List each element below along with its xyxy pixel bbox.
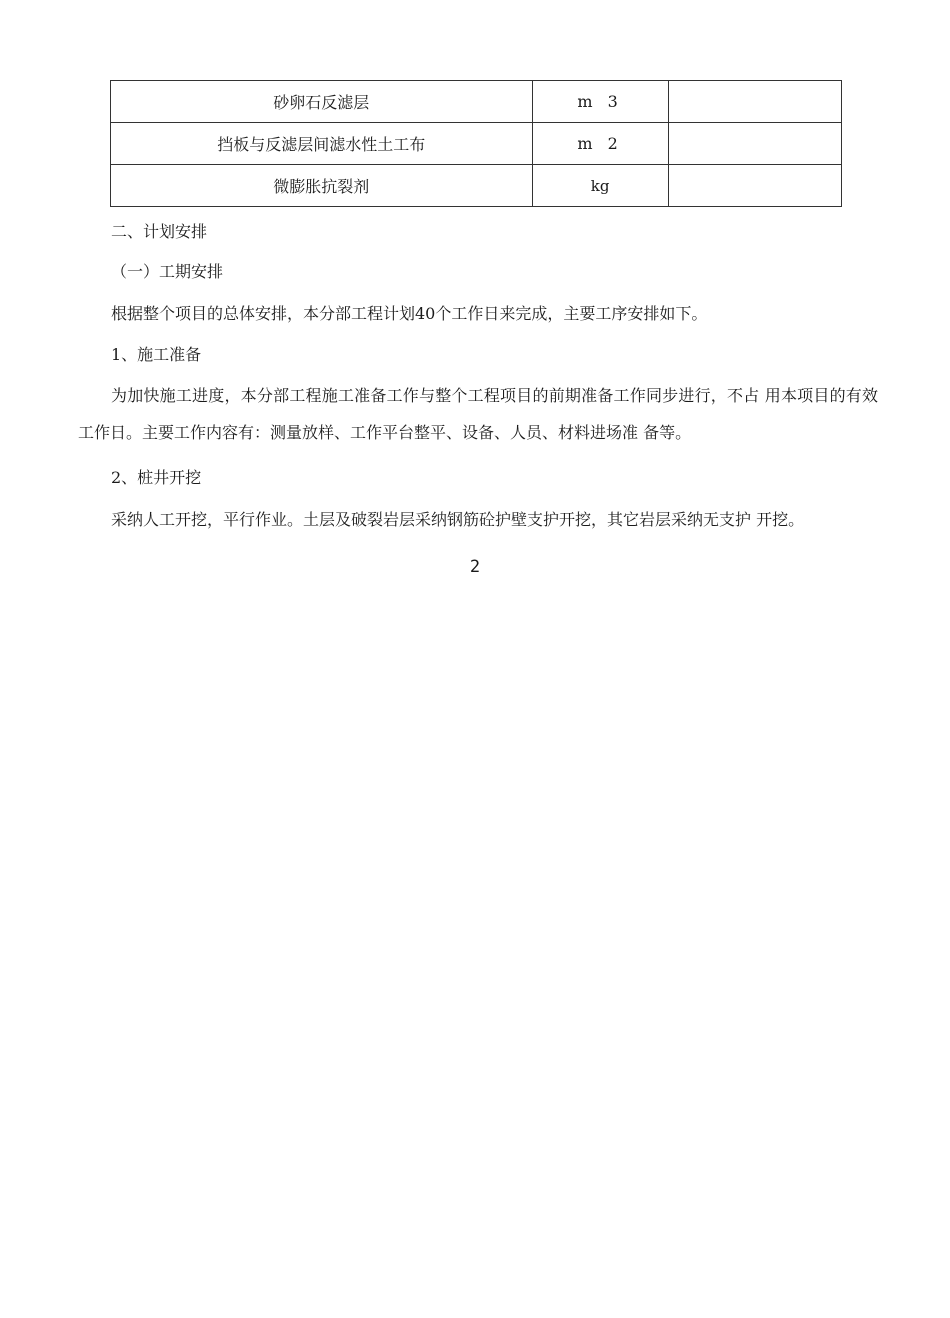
material-name-cell: 微膨胀抗裂剂 xyxy=(111,165,533,207)
table-row xyxy=(111,165,842,207)
item1-heading: 1、施工准备 xyxy=(111,345,202,364)
material-name-cell: 砂卵石反滤层 xyxy=(111,81,533,123)
schedule-intro-paragraph: 根据整个项目的总体安排，本分部工程计划40个工作日来完成，主要工序安排如下。 xyxy=(111,304,708,323)
item2-heading: 2、桩井开挖 xyxy=(111,468,202,487)
material-quantity-cell xyxy=(668,165,841,207)
item1-body-paragraph: 为加快施工进度，本分部工程施工准备工作与整个工程项目的前期准备工作同步进行，不占 用本项目的有效工作日。主要工作内容有：测量放样、工作平台整平、设备、人员、材料进场准 备等。 xyxy=(78,386,878,442)
materials-table xyxy=(110,80,842,207)
section-heading: 二、计划安排 xyxy=(111,222,208,241)
table-row xyxy=(111,123,842,165)
material-quantity-cell xyxy=(668,81,841,123)
material-unit-cell: kg xyxy=(532,165,668,207)
page-number: 2 xyxy=(469,557,481,577)
table-row xyxy=(111,81,842,123)
material-unit-cell: m 2 xyxy=(532,123,668,165)
material-quantity-cell xyxy=(668,123,841,165)
item2-body-paragraph: 采纳人工开挖，平行作业。土层及破裂岩层采纳钢筋砼护壁支护开挖，其它岩层采纳无支护 开挖。 xyxy=(111,510,805,529)
subsection-heading: （一）工期安排 xyxy=(111,262,224,281)
material-unit-cell: m 3 xyxy=(532,81,668,123)
material-name-cell: 挡板与反滤层间滤水性土工布 xyxy=(111,123,533,165)
